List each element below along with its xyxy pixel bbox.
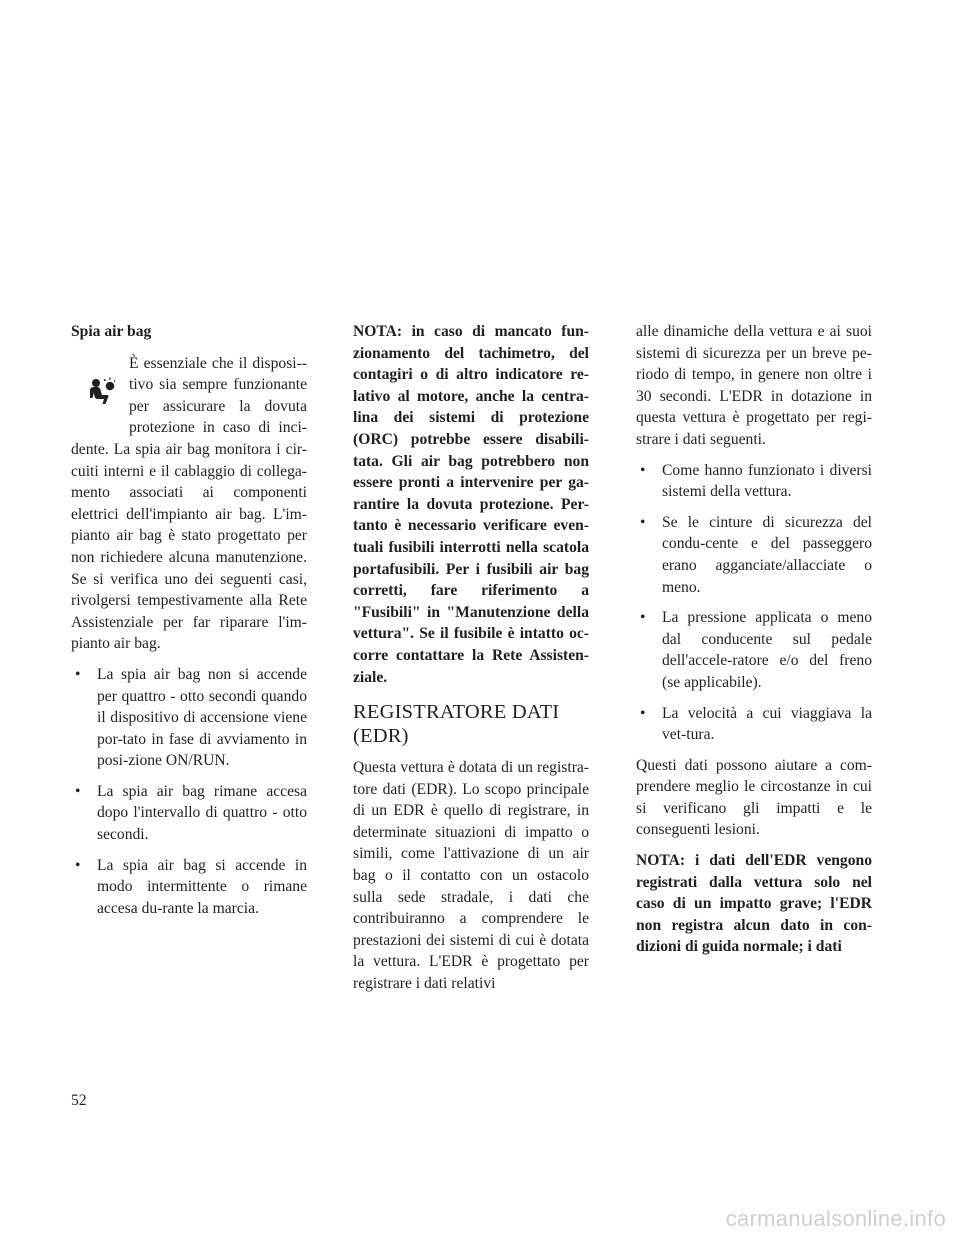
column-right bbox=[636, 321, 872, 967]
column-middle bbox=[353, 321, 589, 1004]
page-number: 52 bbox=[71, 1092, 87, 1109]
airbag-warning-icon bbox=[85, 377, 115, 407]
list-item: • La spia air bag non si accende per quattro - otto secondi quando il dispositivo di accensione viene por-tato in fase di avviamento in posi-zione ON/RUN. bbox=[75, 665, 307, 770]
list-item: • Se le cinture di sicurezza del condu-cente e del passeggero erano agganciate/allacciate o meno. bbox=[640, 513, 872, 596]
list-item: • La pressione applicata o meno dal conducente sul pedale dell'accele-ratore e/o del freno (se applicabile). bbox=[640, 609, 872, 691]
airbag-icon-wrap bbox=[71, 353, 129, 439]
list-item: • Come hanno funzionato i diversi sistemi della vettura. bbox=[640, 461, 872, 501]
list-item: • La spia air bag rimane accesa dopo l'intervallo di quattro - otto secondi. bbox=[75, 782, 307, 844]
edr-note: NOTA: i dati dell'EDR vengono registrati dalla vettura solo nel caso di un impatto grave; l'EDR non registra alcun dato in con-dizioni di guida normale; i dati bbox=[636, 852, 872, 956]
edr-intro-text: alle dinamiche della vettura e ai suoi sistemi di sicurezza per un breve pe-riodo di tempo, in genere non oltre i 30 secondi. L'EDR in dotazione in questa vettura è progettato per regi-strare i dati seguenti. bbox=[636, 323, 872, 448]
list-item: • La velocità a cui viaggiava la vet-tura. bbox=[640, 704, 872, 744]
list-item: • La spia air bag si accende in modo intermittente o rimane accesa du-rante la marcia. bbox=[75, 856, 307, 917]
edr-data-list bbox=[636, 460, 872, 746]
orc-note: NOTA: in caso di mancato fun-zionamento del tachimetro, del contagiri o di altro indicatore re-lativo al motore, anche la centra-lina dei sistemi di protezione (ORC) potrebbe essere disabili-tata. Gli air bag potrebbero non essere pronti a intervenire per ga-rantire la dovuta protezione. Per-tanto è necessario verificare even-tuali fusibili interrotti nella scatola portafusibili. Per i fusibili air bag corretti, fare riferimento a "Fusibili" in "Manutenzione della vettura". Se il fusibile è intatto oc-corre contattare la Rete Assisten-ziale. bbox=[353, 323, 589, 686]
watermark: carmanualsonline.info bbox=[725, 1206, 946, 1231]
airbag-intro-wrapped: È essenziale che il disposi-tivo sia sempre funzionante per assicurare la dovuta protezione in caso di inci- bbox=[129, 354, 307, 437]
airbag-intro-block bbox=[71, 353, 307, 655]
airbag-fault-list bbox=[71, 664, 307, 920]
section-heading-airbag-light: Spia air bag bbox=[71, 323, 152, 340]
airbag-intro-rest: dente. La spia air bag monitora i cir-cuiti interni e il cablaggio di collega-mento associati ai componenti elettrici dell'impianto air bag. L'im-pianto air bag è stato progettato per non richiedere alcuna manutenzione. Se si verifica uno dei seguenti casi, rivolgersi tempestivamente alla Rete Assistenziale per far riparare l'im-pianto air bag. bbox=[71, 440, 307, 653]
edr-purpose-text: Questi dati possono aiutare a com-prendere meglio le circostanze in cui si verificano gli impatti e le conseguenti lesioni. bbox=[636, 756, 872, 839]
section-title-edr: REGISTRATORE DATI (EDR) bbox=[353, 701, 560, 748]
edr-body-text: Questa vettura è dotata di un registra-tore dati (EDR). Lo scopo principale di un EDR è quello di registrare, in determinate situazioni di impatto o simili, come l'attivazione di un air bag o il contatto con un ostacolo sulla sede stradale, i dati che contribuiranno a comprendere le prestazioni dei sistemi di cui è dotata la vettura. L'EDR è progettato per registrare i dati relativi bbox=[353, 759, 589, 993]
column-left bbox=[71, 321, 307, 928]
